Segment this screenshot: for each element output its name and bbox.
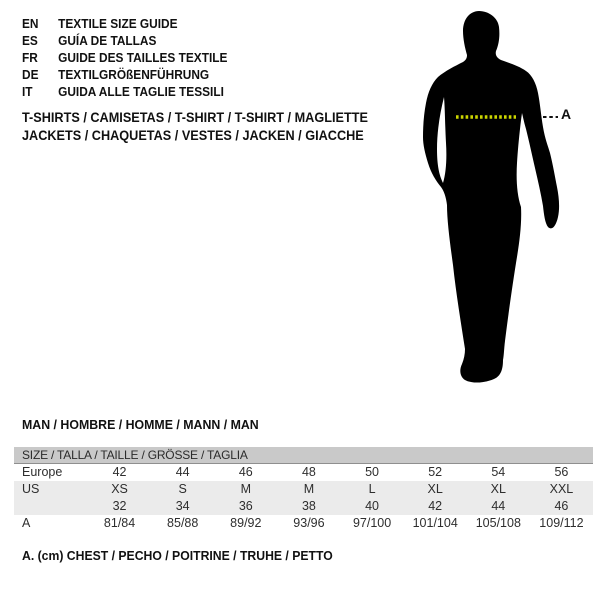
- size-cell: 32: [112, 499, 127, 513]
- man-silhouette-figure: [395, 5, 600, 395]
- size-cell: 46: [238, 465, 253, 479]
- language-row-es: [22, 33, 227, 50]
- size-cell: S: [178, 482, 187, 496]
- language-label: GUIDE DES TAILLES TEXTILE: [58, 51, 228, 65]
- size-cell: XL: [490, 482, 506, 496]
- size-cell: M: [303, 482, 315, 496]
- language-code: ES: [22, 34, 38, 48]
- size-cell: 48: [301, 465, 316, 479]
- size-cell: 97/100: [352, 516, 392, 530]
- man-silhouette-svg: [395, 5, 575, 395]
- language-label: GUIDA ALLE TAGLIE TESSILI: [58, 85, 224, 99]
- size-cell: M: [240, 482, 252, 496]
- size-cell: 50: [365, 465, 380, 479]
- language-row-de: [22, 67, 227, 84]
- size-cell: 38: [301, 499, 316, 513]
- size-cell: L: [368, 482, 376, 496]
- language-row-en: [22, 16, 227, 33]
- language-code: EN: [22, 17, 39, 31]
- language-list: [22, 16, 238, 101]
- row-label: US: [22, 482, 40, 496]
- size-cell: 85/88: [167, 516, 199, 530]
- size-cell: XS: [111, 482, 128, 496]
- size-cell: 101/104: [412, 516, 458, 530]
- size-cell: 89/92: [230, 516, 262, 530]
- size-cell: 54: [491, 465, 506, 479]
- size-cell: 42: [428, 499, 443, 513]
- language-code: FR: [22, 51, 38, 65]
- category-lines: [22, 109, 368, 144]
- size-cell: 109/112: [539, 516, 584, 530]
- size-cell: 52: [428, 465, 443, 479]
- row-label: [14, 498, 88, 515]
- size-cell: 44: [491, 499, 506, 513]
- size-cell: 56: [554, 465, 569, 479]
- size-cell: 44: [175, 465, 190, 479]
- table-row-numeric: [14, 498, 593, 515]
- section-title-man: MAN / HOMBRE / HOMME / MANN / MAN: [22, 417, 259, 432]
- size-cell: 34: [175, 499, 190, 513]
- language-label: TEXTILGRÖßENFÜHRUNG: [58, 68, 210, 82]
- category-line-tshirts: T-SHIRTS / CAMISETAS / T-SHIRT / T-SHIRT / MAGLIETTE: [22, 110, 368, 125]
- size-cell: 105/108: [475, 516, 521, 530]
- row-label: A: [22, 516, 31, 530]
- size-table: [14, 447, 593, 532]
- size-cell: XL: [427, 482, 443, 496]
- language-code: DE: [22, 68, 39, 82]
- size-cell: XXL: [549, 482, 574, 496]
- table-row-chest-a: [14, 515, 593, 532]
- size-cell: 40: [365, 499, 380, 513]
- row-label: Europe: [22, 465, 63, 479]
- size-cell: 93/96: [293, 516, 325, 530]
- size-cell: 46: [554, 499, 569, 513]
- table-row-us: [14, 481, 593, 498]
- size-cell: 81/84: [103, 516, 136, 530]
- language-code: IT: [22, 85, 33, 99]
- measurement-footnote: A. (cm) CHEST / PECHO / POITRINE / TRUHE / PETTO: [22, 548, 333, 563]
- language-label: TEXTILE SIZE GUIDE: [58, 17, 178, 31]
- man-silhouette-body: [423, 11, 559, 383]
- category-line-jackets: JACKETS / CHAQUETAS / VESTES / JACKEN / GIACCHE: [22, 127, 364, 143]
- table-header: SIZE / TALLA / TAILLE / GRÖSSE / TAGLIA: [14, 447, 593, 464]
- size-cell: 42: [112, 465, 127, 479]
- measurement-label-a: A: [561, 106, 572, 122]
- language-row-fr: [22, 50, 227, 67]
- language-row-it: [22, 84, 227, 101]
- language-label: GUÍA DE TALLAS: [58, 34, 157, 48]
- table-row-europe: [14, 464, 593, 481]
- size-cell: 36: [238, 499, 253, 513]
